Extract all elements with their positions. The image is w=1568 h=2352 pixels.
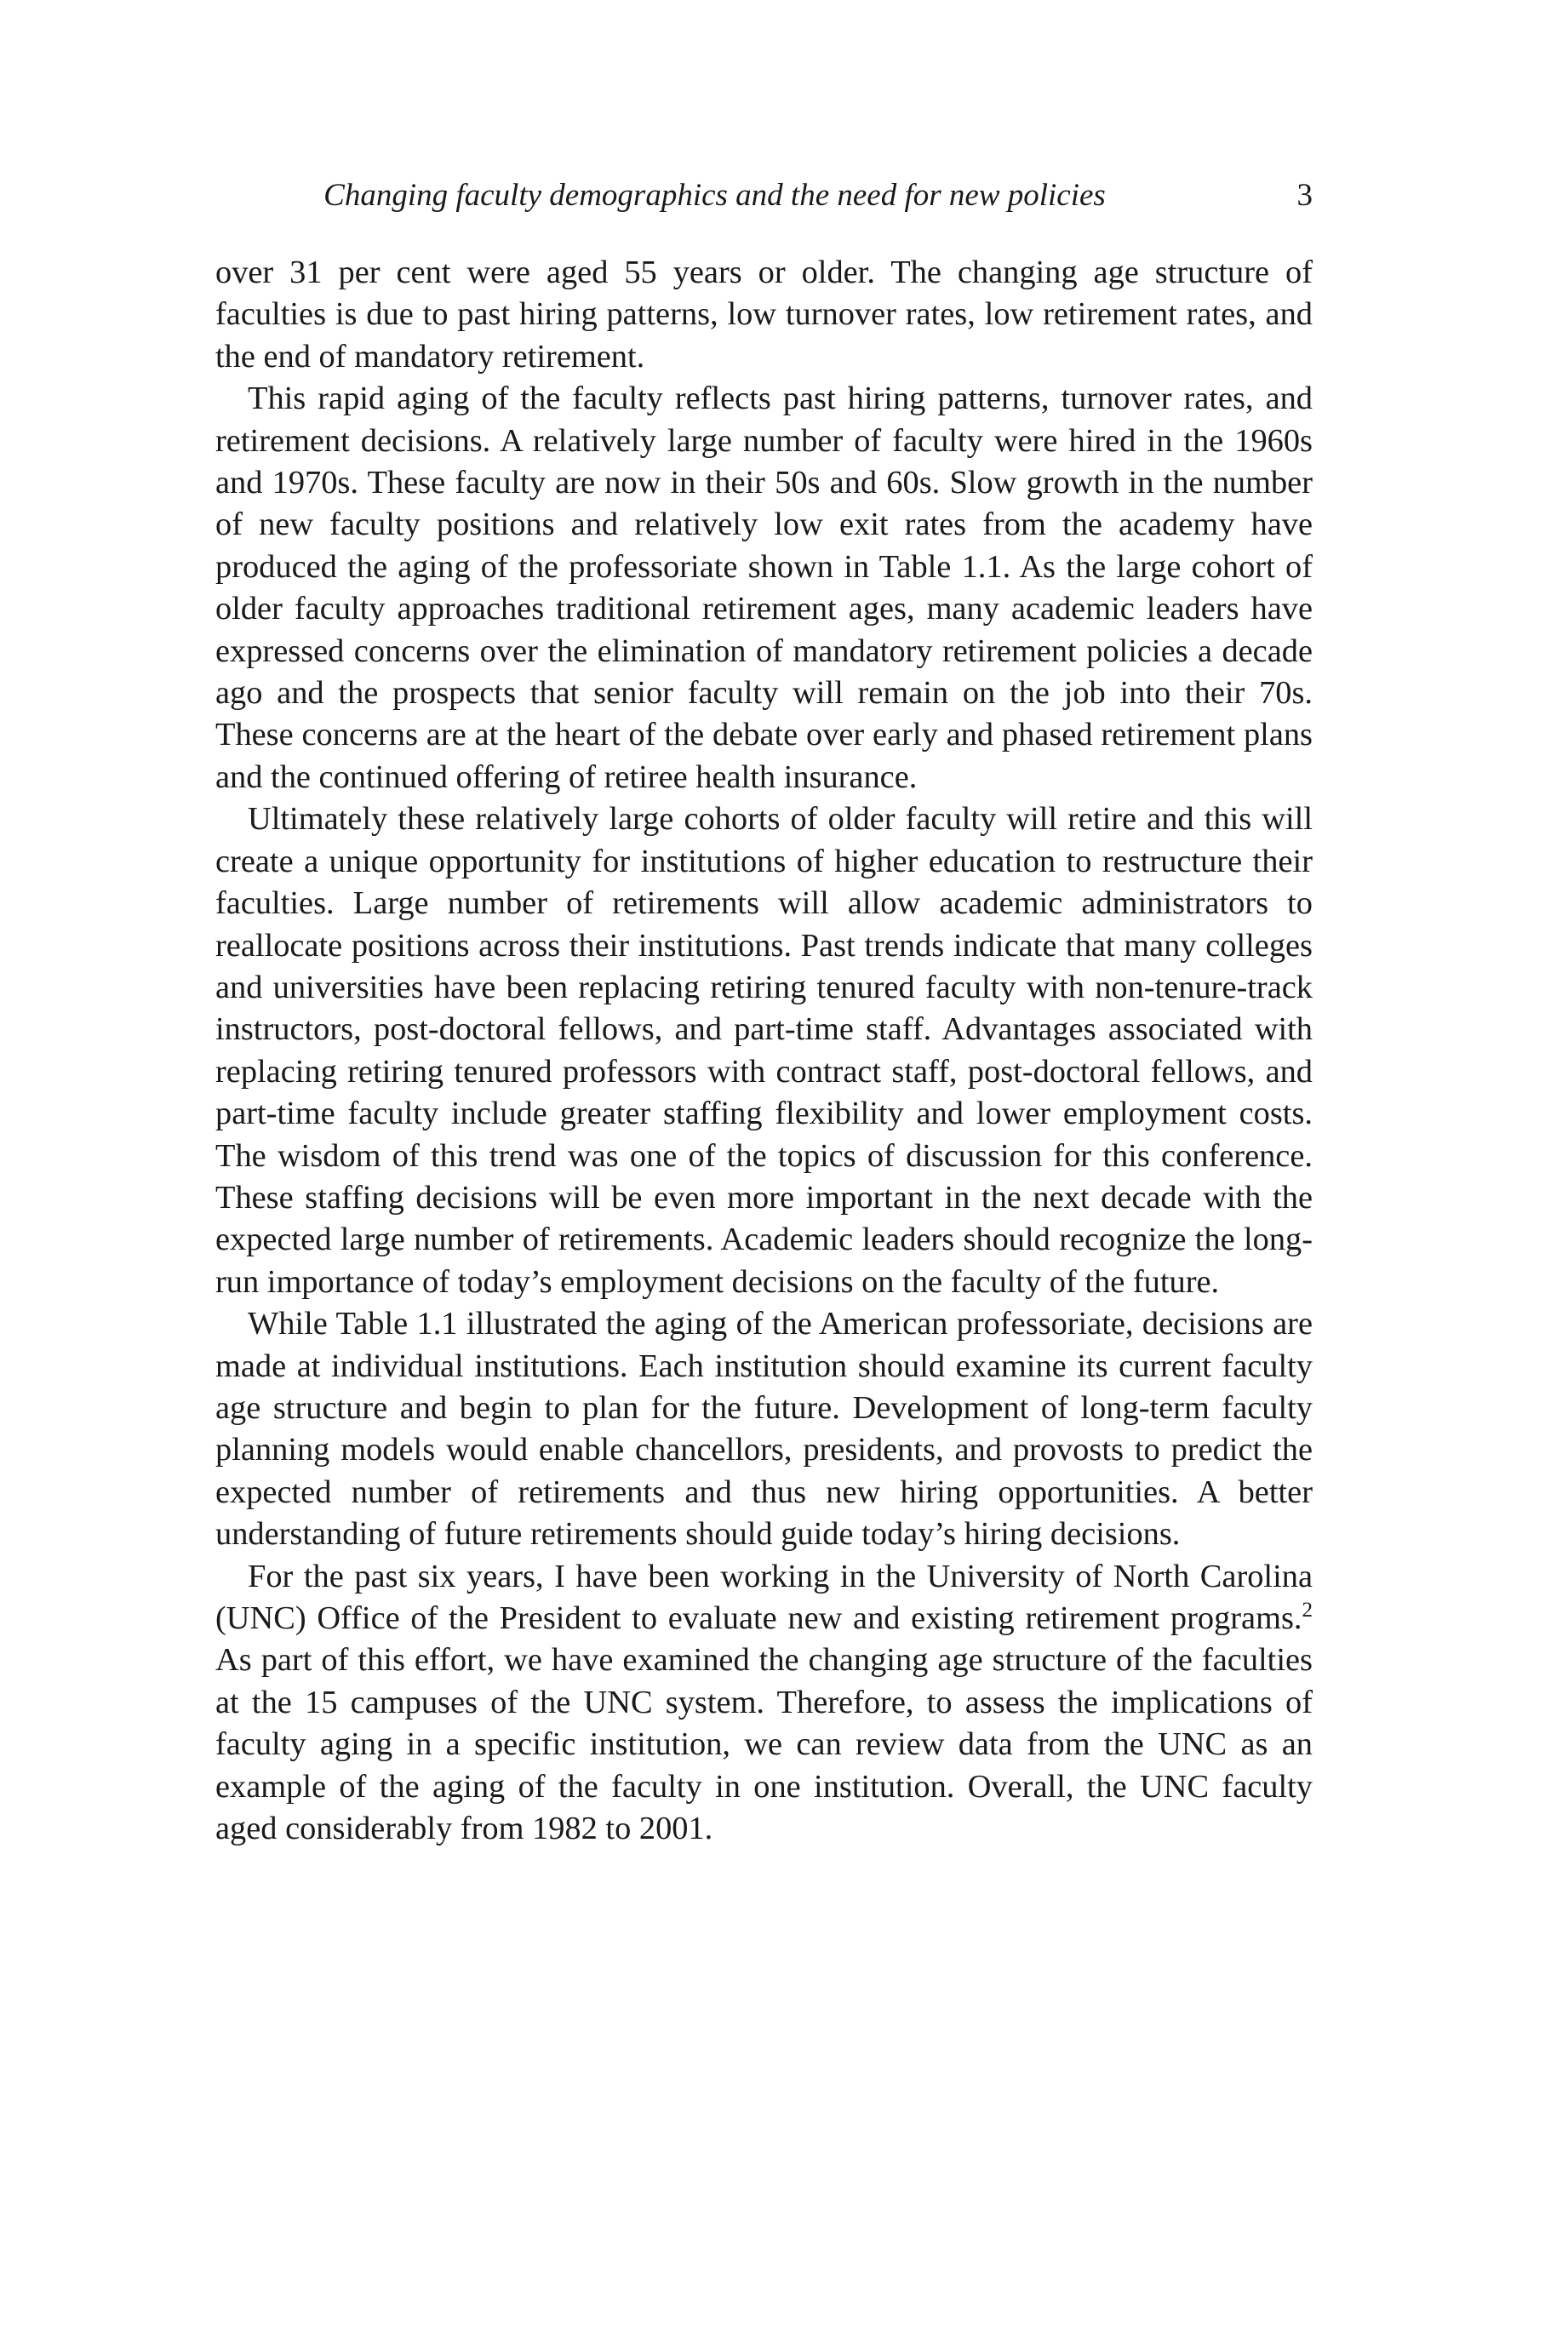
paragraph-text-before-note: For the past six years, I have been working in the University of North Carolina (UNC) Office of the President to evaluate new and existing retirement programs. bbox=[215, 1558, 1313, 1636]
paragraph-continued: over 31 per cent were aged 55 years or older. The changing age structure of faculties is due to past hiring patterns, low turnover rates, low retirement rates, and the end of mandatory retirement. bbox=[215, 255, 1313, 375]
body-text bbox=[215, 252, 1313, 1850]
paragraph: This rapid aging of the faculty reflects past hiring patterns, turnover rates, and retirement decisions. A relatively large number of faculty were hired in the 1960s and 1970s. These faculty are now in their 50s and 60s. Slow growth in the number of new faculty positions and relatively low exit rates from the academy have produced the aging of the professoriate shown in Table 1.1. As the large cohort of older faculty approaches traditional retirement ages, many academic leaders have expressed concerns over the elimination of mandatory retirement policies a decade ago and the prospects that senior faculty will remain on the job into their 70s. These concerns are at the heart of the debate over early and phased retirement plans and the continued offering of retiree health insurance. bbox=[215, 381, 1313, 795]
paragraph-last bbox=[215, 1556, 1313, 1851]
paragraph: While Table 1.1 illustrated the aging of the American professoriate, decisions are made at individual institutions. Each institution should examine its current faculty age structure and begin to plan for the future. Development of long-term faculty planning models would enable chancellors, presidents, and provosts to predict the expected number of retirements and thus new hiring opportunities. A better understanding of future retirements should guide today’s hiring decisions. bbox=[215, 1306, 1313, 1553]
paragraph: Ultimately these relatively large cohorts of older faculty will retire and this will create a unique opportunity for institutions of higher education to restructure their faculties. Large number of retirements will allow academic administrators to reallocate positions across their institutions. Past trends indicate that many colleges and universities have been replacing retiring tenured faculty with non-tenure-track instructors, post-doctoral fellows, and part-time staff. Advantages associated with replacing retiring tenured professors with contract staff, post-doctoral fellows, and part-time faculty include greater staffing flexibility and lower employment costs. The wisdom of this trend was one of the topics of discussion for this conference. These staffing decisions will be even more important in the next decade with the expected large number of retirements. Academic leaders should recognize the long-run importance of today’s employment decisions on the faculty of the future. bbox=[215, 801, 1313, 1300]
running-title: Changing faculty demographics and the need for new policies bbox=[323, 178, 1106, 213]
footnote-marker[interactable]: 2 bbox=[1302, 1599, 1313, 1622]
paragraph-text-after-note: As part of this effort, we have examined the changing age structure of the faculties at the 15 campuses of the UNC system. Therefore, to assess the implications of faculty aging in a specific institution, we can review data from the UNC as an example of the aging of the faculty in one institution. Overall, the UNC faculty aged considerably from 1982 to 2001. bbox=[215, 1642, 1313, 1847]
page-number: 3 bbox=[1296, 178, 1313, 213]
running-head bbox=[215, 170, 1313, 221]
